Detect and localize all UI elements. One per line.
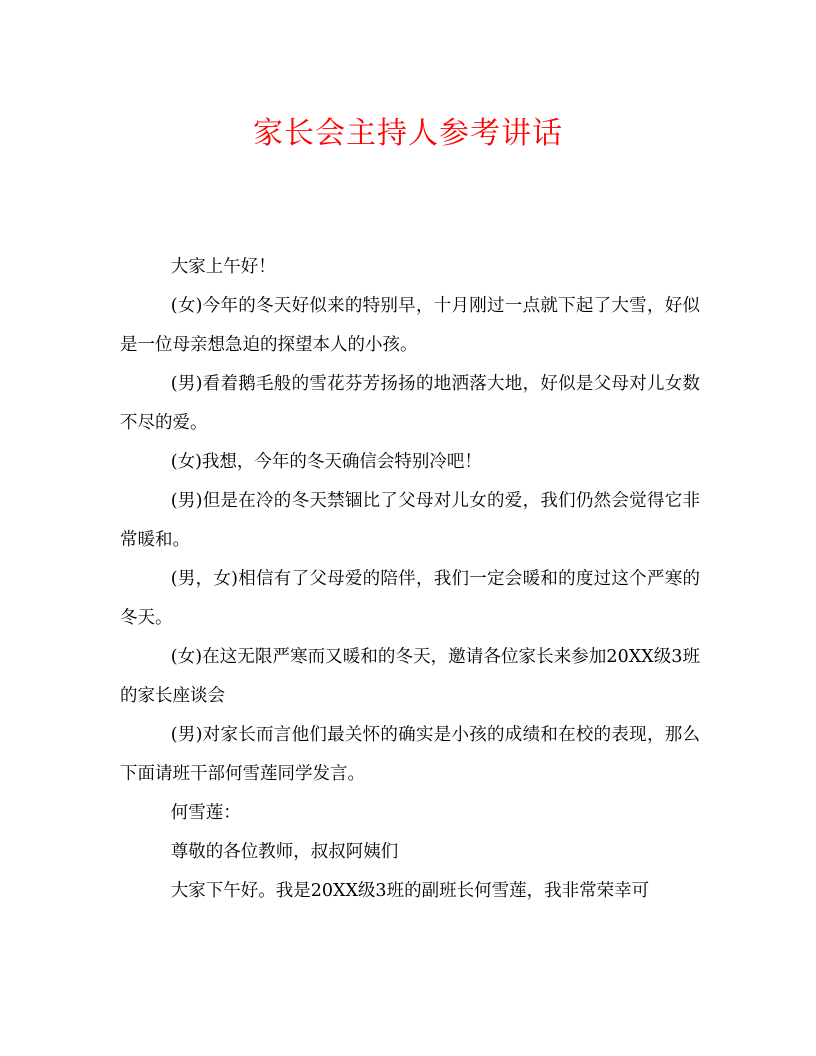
paragraph: (女)今年的冬天好似来的特别早，十月刚过一点就下起了大雪，好似是一位母亲想急迫的探望本人的小孩。 [120, 296, 700, 355]
document-body [120, 248, 700, 911]
paragraph: 何雪莲： [170, 803, 241, 823]
paragraph: 大家下午好。我是20XX级3班的副班长何雪莲，我非常荣幸可 [170, 881, 650, 901]
paragraph: (男)但是在冷的冬天禁锢比了父母对儿女的爱，我们仍然会觉得它非常暖和。 [120, 491, 700, 550]
paragraph: (女)我想，今年的冬天确信会特别冷吧！ [170, 452, 482, 472]
paragraph: (男)看着鹅毛般的雪花芬芳扬扬的地洒落大地，好似是父母对儿女数不尽的爱。 [120, 374, 700, 433]
paragraph: (男，女)相信有了父母爱的陪伴，我们一定会暖和的度过这个严寒的冬天。 [120, 569, 700, 628]
paragraph: (女)在这无限严寒而又暖和的冬天，邀请各位家长来参加20XX级3班的家长座谈会 [120, 647, 700, 706]
paragraph: (男)对家长而言他们最关怀的确实是小孩的成绩和在校的表现，那么下面请班干部何雪莲同学发言。 [120, 725, 700, 784]
paragraph: 尊敬的各位教师，叔叔阿姨们 [170, 842, 399, 862]
document-title: 家长会主持人参考讲话 [253, 116, 563, 151]
paragraph: 大家上午好！ [170, 257, 276, 277]
